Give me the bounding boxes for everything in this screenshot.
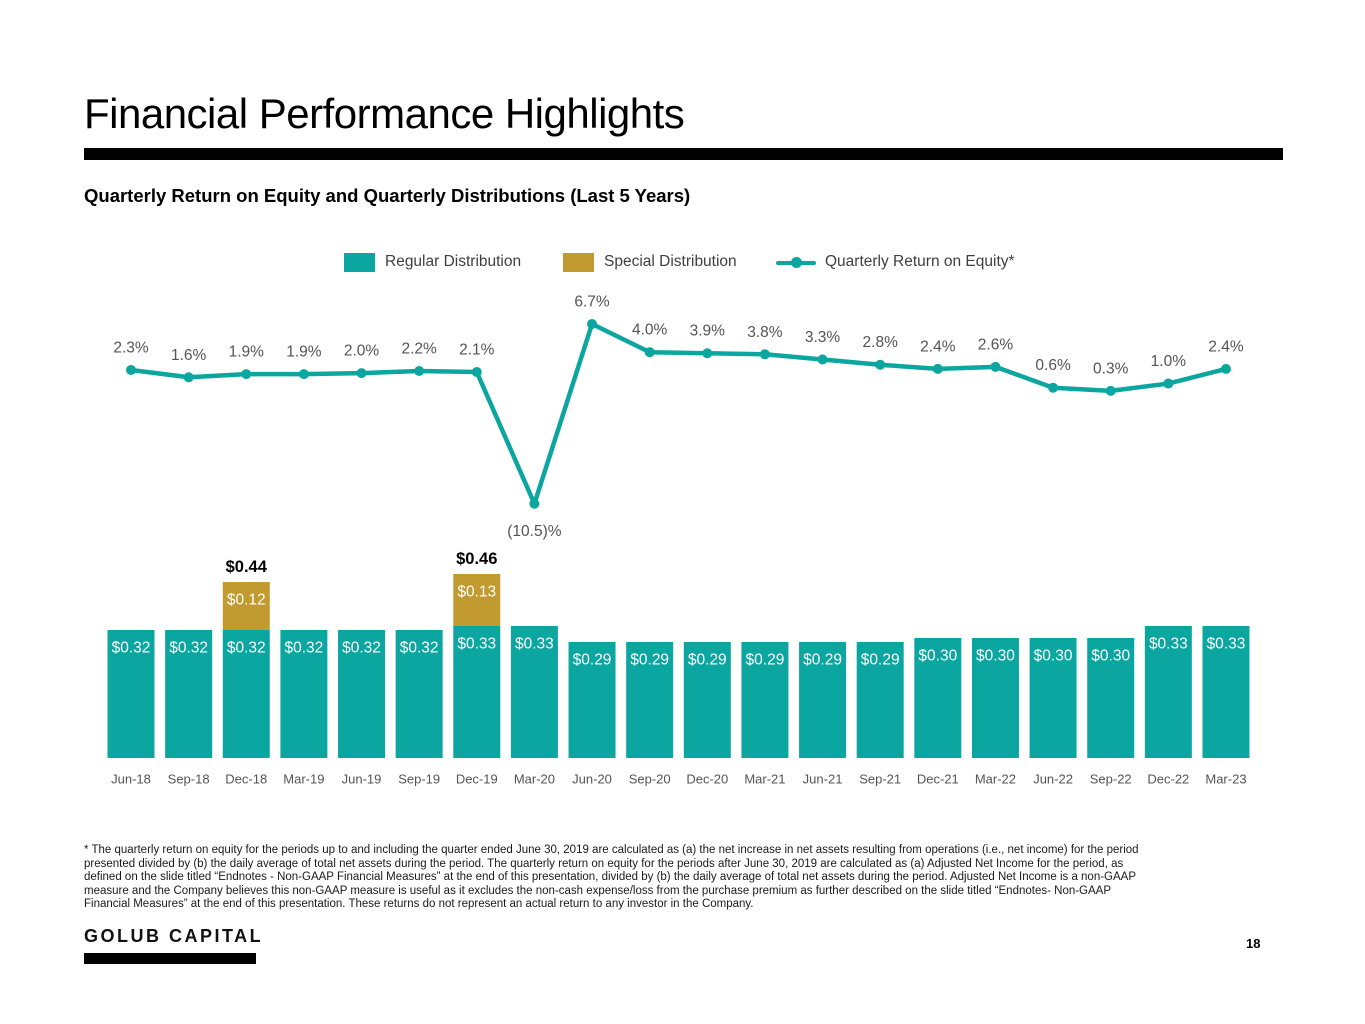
- bar-value-label: $0.32: [342, 639, 381, 657]
- x-axis-label: Mar-19: [283, 771, 325, 787]
- bar-value-label: $0.32: [284, 639, 324, 657]
- total-value-label: $0.44: [225, 558, 267, 576]
- bar-value-label: $0.33: [515, 635, 554, 653]
- bar-value-label: $0.29: [803, 651, 842, 669]
- roe-data-point: [645, 347, 655, 357]
- roe-value-label: 2.1%: [459, 341, 495, 359]
- roe-data-point: [1048, 383, 1058, 393]
- roe-value-label: 2.2%: [401, 340, 437, 358]
- roe-data-point: [414, 366, 424, 376]
- bar-value-label: $0.29: [572, 651, 612, 669]
- roe-data-point: [357, 368, 367, 378]
- roe-data-point: [126, 365, 136, 375]
- roe-data-point: [241, 369, 251, 379]
- roe-value-label: 4.0%: [631, 321, 668, 339]
- footnote-line: presented divided by (b) the daily average of total net assets during the period. The quarterly return on equity for the periods after June 30, 2019 are calculated as (a) Adjusted Net Income for the period, as: [84, 857, 1124, 870]
- roe-value-label: 3.9%: [689, 322, 725, 340]
- roe-value-label: 2.4%: [920, 338, 956, 356]
- x-axis-label: Jun-20: [572, 771, 612, 787]
- x-axis-label: Dec-21: [916, 771, 959, 787]
- roe-data-point: [529, 499, 539, 509]
- bar-value-label: $0.30: [918, 647, 958, 665]
- special-value-label: $0.12: [226, 591, 266, 609]
- roe-data-point: [990, 362, 1000, 372]
- legend-label-special: Special Distribution: [604, 253, 737, 270]
- bar-value-label: $0.29: [687, 651, 727, 669]
- roe-value-label: 2.4%: [1208, 338, 1244, 356]
- roe-data-point: [818, 355, 828, 365]
- x-axis-label: Mar-22: [974, 771, 1017, 787]
- x-axis-label: Mar-23: [1205, 771, 1247, 787]
- roe-value-label: 2.3%: [113, 339, 149, 357]
- roe-value-label: 1.9%: [228, 343, 264, 361]
- bar-value-label: $0.32: [111, 639, 151, 657]
- bar-value-label: $0.29: [860, 651, 900, 669]
- chart-title: Quarterly Return on Equity and Quarterly Distributions (Last 5 Years): [84, 185, 691, 206]
- x-axis-label: Sep-18: [167, 771, 210, 787]
- roe-data-point: [184, 372, 194, 382]
- footnote-line: defined on the slide titled “Endnotes - Non-GAAP Financial Measures” at the end of this presentation, divided by (b) the daily average of total net assets during the period. Adjusted Net Income is a non-GAAP: [84, 871, 1137, 884]
- x-axis-label: Jun-19: [341, 771, 382, 787]
- total-value-label: $0.46: [456, 550, 498, 568]
- footnote-line: measure and the Company believes this non-GAAP measure is useful as it excludes the non-cash expense/loss from the purchase premium as further described on the slide titled “Endnotes- Non-GAAP: [84, 884, 1112, 897]
- x-axis-label: Mar-20: [513, 771, 556, 787]
- bar-value-label: $0.32: [169, 639, 209, 657]
- page-number: 18: [1246, 936, 1261, 951]
- roe-data-point: [875, 360, 885, 370]
- x-axis-label: Mar-21: [744, 771, 786, 787]
- x-axis-label: Sep-22: [1089, 771, 1132, 787]
- bar-value-label: $0.32: [399, 639, 439, 657]
- footnote: [84, 844, 1299, 912]
- bar-value-label: $0.30: [976, 647, 1015, 665]
- x-axis-label: Dec-20: [686, 771, 729, 787]
- roe-value-label: 3.8%: [747, 323, 783, 341]
- footnote-line: * The quarterly return on equity for the periods up to and including the quarter ended June 30, 2019 are calculated as (a) the net increase in net assets resulting from operations (i.e., net income) for the period: [84, 844, 1139, 856]
- x-axis-label: Jun-22: [1033, 771, 1073, 787]
- company-logo: [84, 926, 263, 964]
- roe-data-point: [587, 319, 597, 329]
- roe-value-label: (10.5)%: [507, 523, 562, 541]
- company-logo-text: GOLUB CAPITAL: [84, 926, 264, 946]
- bar-value-label: $0.30: [1091, 647, 1131, 665]
- bar-value-label: $0.30: [1033, 647, 1073, 665]
- page-title: Financial Performance Highlights: [84, 90, 685, 137]
- x-axis-label: Sep-20: [628, 771, 671, 787]
- roe-value-label: 1.6%: [170, 346, 207, 364]
- roe-data-point: [760, 349, 770, 359]
- legend-label-regular: Regular Distribution: [385, 253, 522, 270]
- roe-data-point: [472, 367, 482, 377]
- footnote-line: Financial Measures” at the end of this presentation. These returns do not represent an actual return to any investor in the Company.: [84, 898, 754, 911]
- roe-value-label: 6.7%: [574, 293, 610, 311]
- roe-value-label: 3.3%: [804, 329, 841, 347]
- bar-value-label: $0.33: [1206, 635, 1246, 653]
- bar-value-label: $0.29: [745, 651, 785, 669]
- x-axis-label: Sep-21: [859, 771, 902, 787]
- roe-data-point: [299, 369, 309, 379]
- roe-data-point: [702, 348, 712, 358]
- x-axis-label: Dec-19: [455, 771, 498, 787]
- roe-value-label: 0.3%: [1093, 360, 1129, 378]
- roe-data-point: [933, 364, 943, 374]
- logo-divider: [84, 953, 256, 964]
- roe-data-point: [1221, 364, 1231, 374]
- x-axis-label: Dec-22: [1147, 771, 1190, 787]
- x-axis-label: Jun-21: [802, 771, 843, 787]
- bar-value-label: $0.32: [226, 639, 266, 657]
- x-axis-label: Sep-19: [398, 771, 441, 787]
- special-value-label: $0.13: [457, 583, 497, 601]
- bar-value-label: $0.33: [457, 635, 497, 653]
- roe-value-label: 0.6%: [1035, 357, 1071, 375]
- roe-value-label: 2.8%: [862, 334, 898, 352]
- roe-value-label: 1.0%: [1150, 353, 1187, 371]
- roe-data-point: [1163, 379, 1173, 389]
- x-axis-label: Jun-18: [111, 771, 151, 787]
- roe-data-point: [1106, 386, 1116, 396]
- roe-value-label: 2.0%: [343, 342, 380, 360]
- bar-value-label: $0.29: [630, 651, 670, 669]
- bar-value-label: $0.33: [1148, 635, 1188, 653]
- roe-value-label: 2.6%: [977, 336, 1014, 354]
- legend-label-roe: Quarterly Return on Equity*: [825, 253, 1015, 270]
- x-axis-label: Dec-18: [225, 771, 268, 787]
- roe-value-label: 1.9%: [286, 343, 322, 361]
